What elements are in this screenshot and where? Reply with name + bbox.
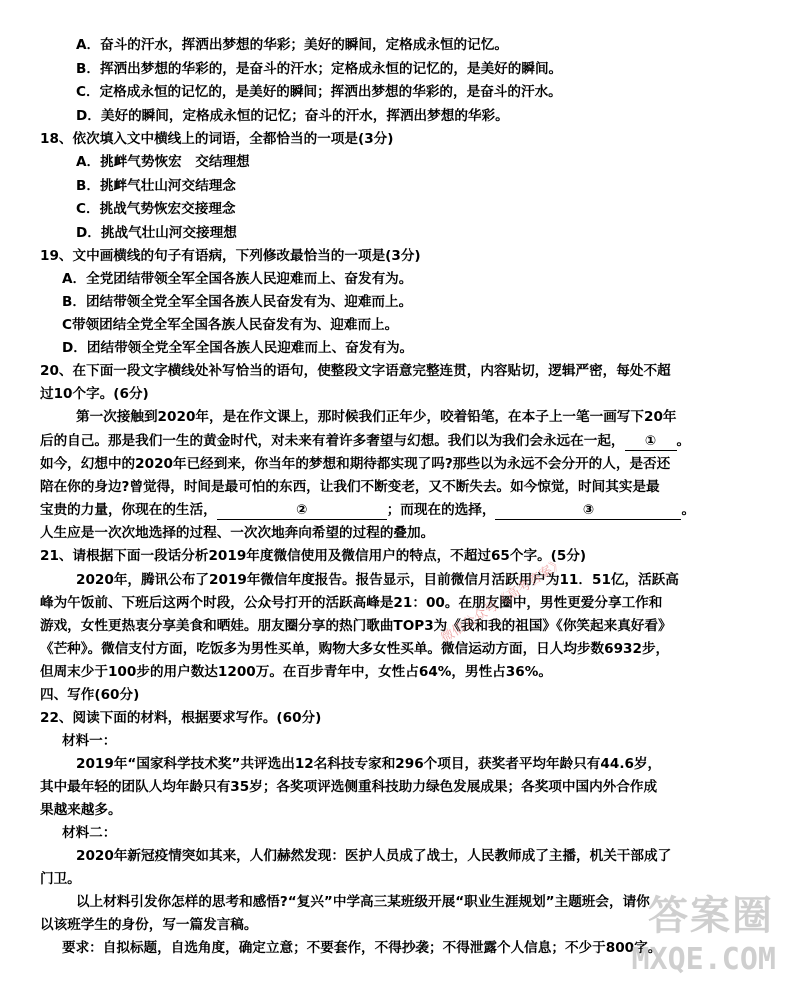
q20-para-line-4: 陪在你的身边?曾觉得，时间是最可怕的东西，让我们不断变老，又不断失去。如今惊觉，时间其实是最 — [40, 479, 660, 495]
q22-prompt-line-1: 以上材料引发你怎样的思考和感悟?“复兴”中学高三某班级开展“职业生涯规划”主题班会，请你 — [76, 894, 650, 910]
q22-material-2-line-2: 门卫。 — [40, 871, 81, 887]
q21-line-3: 游戏，女性更热衷分享美食和晒娃。朋友圈分享的热门歌曲TOP3为《我和我的祖国》《你笑起来真好看》 — [40, 618, 672, 634]
q22-material-2-line-1: 2020年新冠疫情突如其来，人们赫然发现：医护人员成了战士，人民教师成了主播，机关干部成了 — [76, 848, 672, 864]
q20-blank-2: ② — [217, 502, 387, 520]
section-heading: 四、写作(60分) — [40, 687, 140, 703]
q17-option-b: B．挥洒出梦想的华彩的，是奋斗的汗水；定格成永恒的记忆的，是美好的瞬间。 — [76, 61, 563, 77]
q20-blank-1: ① — [625, 433, 677, 451]
q22-material-1-line-3: 果越来越多。 — [40, 802, 122, 818]
q20-text: 。 — [681, 502, 696, 518]
q20-para-line-6: 人生应是一次次地选择的过程、一次次地奔向希望的过程的叠加。 — [40, 525, 435, 541]
q19-option-d: D．团结带领全党全军全国各族人民迎难而上、奋发有为。 — [62, 340, 414, 356]
center-watermark: 微信公众号《高考答案》 — [438, 555, 567, 647]
q17-option-c: C．定格成永恒的记忆的，是美好的瞬间；挥洒出梦想的华彩的，是奋斗的汗水。 — [76, 84, 562, 100]
q18-option-b: B．挑衅气壮山河交结理念 — [76, 178, 236, 194]
q22-requirements: 要求：自拟标题，自选角度，确定立意；不要套作，不得抄袭；不得泄露个人信息；不少于800字。 — [62, 940, 662, 956]
q20-text: 。 — [676, 433, 691, 449]
q20-stem-1: 20、在下面一段文字横线处补写恰当的语句，使整段文字语意完整连贯，内容贴切，逻辑严密，每处不超 — [40, 363, 671, 379]
q17-option-a: A．奋斗的汗水，挥洒出梦想的华彩；美好的瞬间，定格成永恒的记忆。 — [76, 37, 508, 53]
q18-option-c: C．挑战气势恢宏交接理念 — [76, 201, 236, 217]
watermark-url: MXQE.COM — [631, 942, 776, 977]
q21-line-5: 但周末少于100步的用户数达1200万。在百步青年中，女性占64%，男性占36%。 — [40, 664, 552, 680]
q21-line-4: 《芒种》。微信支付方面，吃饭多为男性买单，购物大多女性买单。微信运动方面，日人均步数6932步， — [40, 641, 670, 657]
q20-text: 宝贵的力量，你现在的生活， — [40, 502, 217, 518]
watermark-logo-text: 答案圈 — [648, 893, 774, 939]
q20-text: 后的自己。那是我们一生的黄金时代，对未来有着许多奢望与幻想。我们以为我们会永远在一起， — [40, 433, 625, 449]
q20-para-line-3: 如今，幻想中的2020年已经到来，你当年的梦想和期待都实现了吗?那些以为永远不会分开的人，是否还 — [40, 456, 671, 472]
q18-stem: 18、依次填入文中横线上的词语，全都恰当的一项是(3分) — [40, 131, 394, 147]
q20-blank-3: ③ — [495, 502, 681, 520]
q22-material-2-title: 材料二： — [62, 825, 117, 841]
q21-stem: 21、请根据下面一段话分析2019年度微信使用及微信用户的特点，不超过65个字。(5分) — [40, 548, 587, 564]
q21-line-1: 2020年，腾讯公布了2019年微信年度报告。报告显示，目前微信月活跃用户为11．51亿，活跃高 — [76, 572, 679, 588]
q22-stem: 22、阅读下面的材料，根据要求写作。(60分) — [40, 710, 322, 726]
corner-watermark-logo — [628, 891, 778, 979]
q18-option-a: A．挑衅气势恢宏 交结理想 — [76, 154, 250, 170]
q22-material-1-title: 材料一： — [62, 733, 117, 749]
q19-option-b: B．团结带领全党全军全国各族人民奋发有为、迎难而上。 — [62, 294, 413, 310]
q22-material-1-line-2: 其中最年轻的团队人均年龄只有35岁；各奖项评选侧重科技助力绿色发展成果；各奖项中国内外合作成 — [40, 779, 658, 795]
q22-prompt-line-2: 以该班学生的身份，写一篇发言稿。 — [40, 917, 258, 933]
q22-material-1-line-1: 2019年“国家科学技术奖”共评选出12名科技专家和296个项目，获奖者平均年龄只有44.6岁， — [76, 756, 662, 772]
q20-text: ；而现在的选择， — [386, 502, 496, 518]
q19-option-c: C带领团结全党全军全国各族人民奋发有为、迎难而上。 — [62, 317, 399, 333]
q20-para-line-2 — [40, 430, 690, 452]
q19-option-a: A．全党团结带领全军全国各族人民迎难而上、奋发有为。 — [62, 271, 413, 287]
q20-para-line-1: 第一次接触到2020年，是在作文课上，那时候我们正年少，咬着铅笔，在本子上一笔一画写下20年 — [76, 409, 677, 425]
q18-option-d: D．挑战气壮山河交接理想 — [76, 225, 237, 241]
q21-line-2: 峰为午饭前、下班后这两个时段，公众号打开的活跃高峰是21：00。在朋友圈中，男性更爱分享工作和 — [40, 595, 663, 611]
q20-para-line-5 — [40, 499, 695, 521]
q17-option-d: D．美好的瞬间，定格成永恒的记忆；奋斗的汗水，挥洒出梦想的华彩。 — [76, 108, 509, 124]
q20-stem-2: 过10个字。(6分) — [40, 386, 149, 402]
q19-stem: 19、文中画横线的句子有语病，下列修改最恰当的一项是(3分) — [40, 248, 421, 264]
